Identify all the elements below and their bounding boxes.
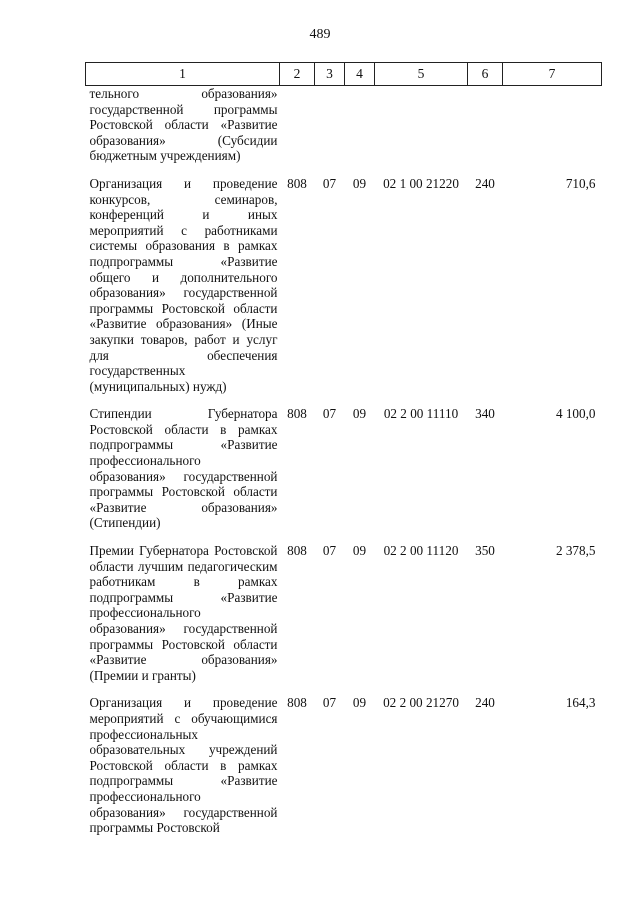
cell-subsection (345, 86, 375, 168)
cell-ministry: 808 (287, 175, 307, 191)
cell-target-code: 02 2 00 11110 (383, 406, 459, 422)
cell-subsection: 09 (352, 695, 367, 711)
cell-section: 07 (322, 543, 337, 559)
cell-target-code: 02 2 00 11120 (383, 543, 459, 559)
cell-subsection: 09 (352, 543, 367, 559)
table-row (86, 695, 602, 839)
cell-target-code: 02 2 00 21270 (383, 695, 459, 711)
cell-section: 07 (322, 175, 337, 191)
cell-ministry: 808 (287, 695, 307, 711)
row-description: Премии Губернатора Ростовской области лучшим педагогическим работникам в рамках подпрограммы «Развитие профессионального образования» государственной программы Ростовской области «Развитие образования» (Премии и гранты) (89, 543, 278, 683)
cell-target-code (375, 86, 468, 168)
table-row (86, 176, 602, 398)
cell-expense-type: 340 (475, 406, 495, 422)
column-header: 4 (345, 63, 375, 86)
column-header: 1 (86, 63, 280, 86)
table-row (86, 406, 602, 535)
column-header: 5 (375, 63, 468, 86)
cell-amount: 710,6 (565, 175, 596, 191)
cell-ministry (280, 86, 315, 168)
cell-expense-type: 240 (475, 175, 495, 191)
column-header: 6 (468, 63, 503, 86)
cell-target-code: 02 1 00 21220 (383, 175, 459, 191)
cell-expense-type: 350 (475, 543, 495, 559)
page-number: 489 (309, 27, 331, 42)
cell-amount: 2 378,5 (555, 543, 596, 559)
cell-ministry: 808 (287, 406, 307, 422)
cell-subsection: 09 (352, 175, 367, 191)
row-description: Стипендии Губернатора Ростовской области в рамках подпрограммы «Развитие профессионального образования» государственной программы Ростовской области «Развитие образования» (Стипендии) (89, 406, 278, 531)
column-header: 7 (503, 63, 602, 86)
table-header-row (86, 63, 602, 86)
cell-expense-type: 240 (475, 695, 495, 711)
budget-table (85, 62, 602, 840)
cell-amount (503, 86, 602, 168)
cell-amount: 164,3 (565, 695, 596, 711)
column-header: 2 (280, 63, 315, 86)
cell-ministry: 808 (287, 543, 307, 559)
cell-expense-type (468, 86, 503, 168)
table-row (86, 543, 602, 687)
cell-section: 07 (322, 406, 337, 422)
cell-section: 07 (322, 695, 337, 711)
row-description: тельного образования» государственной программы Ростовской области «Развитие образования» (Субсидии бюджетным учреждениям) (89, 86, 278, 164)
column-header: 3 (315, 63, 345, 86)
cell-subsection: 09 (352, 406, 367, 422)
cell-section (315, 86, 345, 168)
row-description: Организация и проведение конкурсов, семинаров, конференций и иных мероприятий с работниками системы образования в рамках подпрограммы «Развитие общего и дополнительного образования» государственной программы Ростовской области «Развитие образования» (Иные закупки товаров, работ и услуг для обеспечения государственных (муниципальных) нужд) (89, 175, 278, 394)
cell-amount: 4 100,0 (555, 406, 596, 422)
table-row (86, 86, 602, 168)
row-description: Организация и проведение мероприятий с обучающимися профессиональных образовательных учреждений Ростовской области в рамках подпрограммы «Развитие профессионального образования» государственной программы Ростовской (89, 695, 278, 836)
